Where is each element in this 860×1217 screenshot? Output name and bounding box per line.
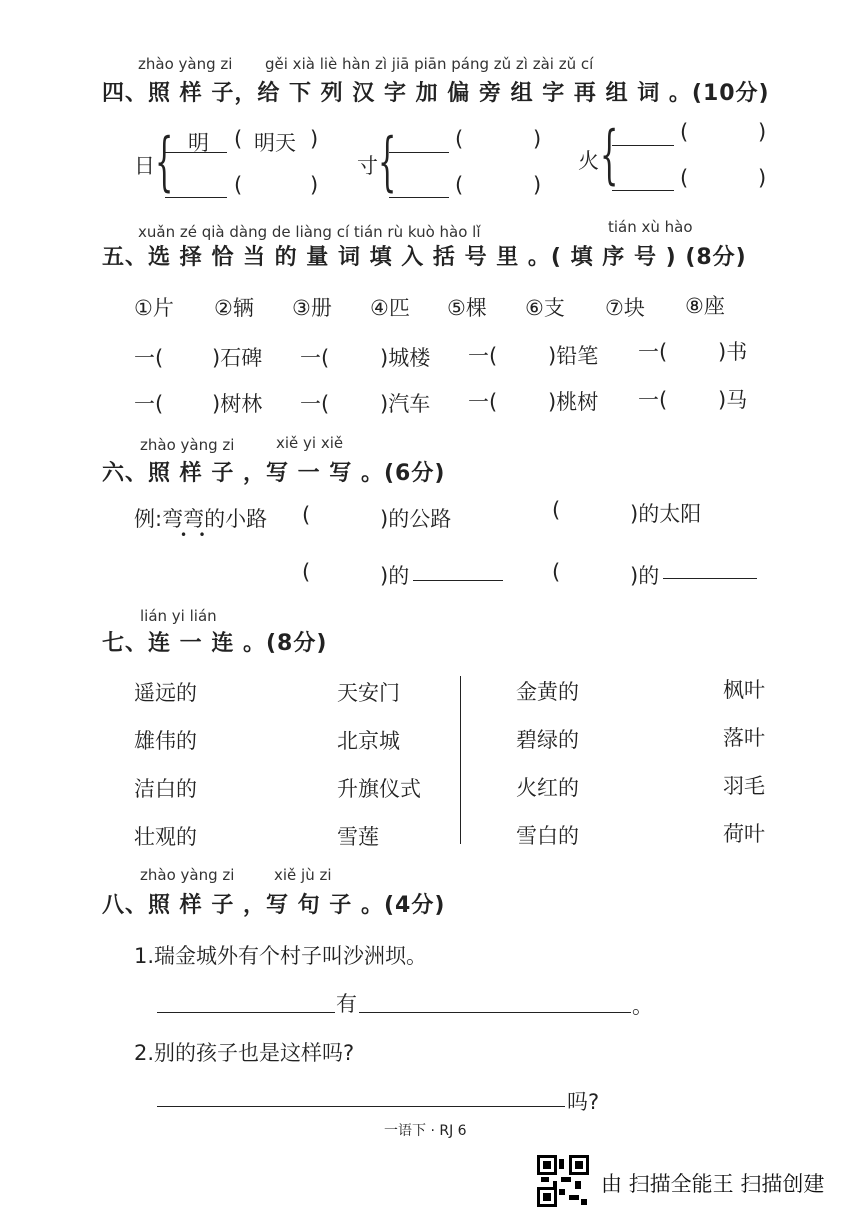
pinyin-sec4-b: gěi xià liè hàn zì jiā piān páng zǔ zì zài zǔ cí [265,55,594,73]
option: ⑥支 [525,296,565,320]
option: ③册 [292,296,332,320]
match-item[interactable]: 雪莲 [337,825,379,849]
paren-close: ) [310,173,319,197]
paren-close: ) [533,127,542,151]
blank-prefix[interactable]: 一( [300,346,330,370]
blank-prefix[interactable]: 一( [134,346,164,370]
option: ①片 [134,296,174,320]
option: ④匹 [370,296,410,320]
question-2: 2.别的孩子也是这样吗? [134,1041,355,1065]
measure-noun: )铅笔 [548,344,599,368]
paren-open: ( [680,166,689,190]
match-item[interactable]: 洁白的 [134,777,197,801]
watermark-text: 由 扫描全能王 扫描创建 [601,1172,825,1196]
paren-open: ( [455,127,464,151]
measure-noun: )城楼 [380,346,431,370]
option: ⑧座 [685,294,725,318]
match-item[interactable]: 天安门 [337,681,400,705]
measure-noun: )树林 [212,392,263,416]
pinyin-sec5-b: tián xù hào [608,218,693,236]
brace-icon: { [378,125,397,199]
brace-icon: { [155,125,174,199]
measure-noun: )桃树 [548,390,599,414]
pinyin-sec8-b: xiě jù zi [274,866,332,884]
paren-close: ) [533,173,542,197]
heading-sec4: 四、照 样 子，给 下 列 汉 字 加 偏 旁 组 字 再 组 词 。(10分) [102,81,770,106]
page-footer: 一语下 · RJ 6 [384,1123,467,1139]
paren-close: ) [758,166,767,190]
option: ⑦块 [605,296,645,320]
phrase-blank[interactable]: )的 [630,564,660,588]
match-item[interactable]: 升旗仪式 [337,777,421,801]
answer-line[interactable] [165,197,227,198]
paren-open: ( [680,120,689,144]
blank-prefix[interactable]: 一( [638,388,668,412]
pinyin-sec6-b: xiě yi xiě [276,434,344,452]
answer-line[interactable] [612,190,674,191]
paren-open: ( [302,560,311,584]
answer-line[interactable] [612,145,674,146]
radical-char: 日 [134,154,155,178]
match-item[interactable]: 壮观的 [134,825,197,849]
match-item[interactable]: 荷叶 [723,822,765,846]
example: 例:弯弯的小路 [134,507,268,531]
example-char: 明 [188,131,209,155]
match-item[interactable]: 碧绿的 [516,728,579,752]
paren-open: ( [234,127,243,151]
answer-line[interactable] [157,1106,565,1107]
phrase-blank[interactable]: )的太阳 [630,502,702,526]
heading-sec6: 六、照 样 子 ，写 一 写 。(6分) [102,461,446,486]
answer-line[interactable] [389,197,449,198]
example-word: 明天 [254,131,296,155]
blank-prefix[interactable]: 一( [638,340,668,364]
blank-prefix[interactable]: 一( [134,392,164,416]
phrase-blank[interactable]: )的公路 [380,507,452,531]
paren-open: ( [234,173,243,197]
measure-noun: )汽车 [380,392,431,416]
pinyin-sec4-a: zhào yàng zi [138,55,233,73]
brace-icon: { [600,118,619,192]
blank-prefix[interactable]: 一( [468,390,498,414]
measure-noun: )石碑 [212,346,263,370]
paren-close: ) [310,127,319,151]
match-item[interactable]: 北京城 [337,729,400,753]
answer-line[interactable] [663,578,757,579]
blank-prefix[interactable]: 一( [300,392,330,416]
question-1: 1.瑞金城外有个村子叫沙洲坝。 [134,944,428,968]
heading-sec8: 八、照 样 子 ，写 句 子 。(4分) [102,893,446,918]
answer-line[interactable] [413,580,503,581]
paren-open: ( [455,173,464,197]
pinyin-sec7: lián yi lián [140,607,217,625]
option: ②辆 [214,296,254,320]
heading-sec5: 五、选 择 恰 当 的 量 词 填 入 括 号 里 。( 填 序 号 ) (8分) [102,245,747,270]
pinyin-sec6-a: zhào yàng zi [140,436,235,454]
measure-noun: )书 [718,340,748,364]
pinyin-sec5-a: xuǎn zé qià dàng de liàng cí tián rù kuò hào lǐ [138,223,481,241]
match-item[interactable]: 羽毛 [723,774,765,798]
paren-open: ( [552,498,561,522]
answer-line[interactable] [359,1012,631,1013]
match-item[interactable]: 雪白的 [516,824,579,848]
option: ⑤棵 [447,296,487,320]
paren-close: ) [758,120,767,144]
heading-sec7: 七、连 一 连 。(8分) [102,631,328,656]
paren-open: ( [552,560,561,584]
match-item[interactable]: 遥远的 [134,681,197,705]
emphasis-dots: • • [180,528,206,542]
answer-line[interactable] [389,152,449,153]
phrase-blank[interactable]: )的 [380,564,410,588]
q2-end: 吗? [567,1090,600,1114]
match-item[interactable]: 火红的 [516,776,579,800]
q1-mid: 有 [336,992,357,1016]
measure-noun: )马 [718,388,748,412]
answer-line[interactable] [165,152,227,153]
match-item[interactable]: 落叶 [723,726,765,750]
pinyin-sec8-a: zhào yàng zi [140,866,235,884]
blank-prefix[interactable]: 一( [468,344,498,368]
radical-char: 寸 [357,154,378,178]
match-item[interactable]: 雄伟的 [134,729,197,753]
q1-end: 。 [632,994,653,1018]
radical-char: 火 [578,149,599,173]
qr-code-icon [537,1155,589,1207]
match-item[interactable]: 枫叶 [723,678,765,702]
answer-line[interactable] [157,1012,335,1013]
divider [460,676,461,844]
match-item[interactable]: 金黄的 [516,680,579,704]
paren-open: ( [302,503,311,527]
